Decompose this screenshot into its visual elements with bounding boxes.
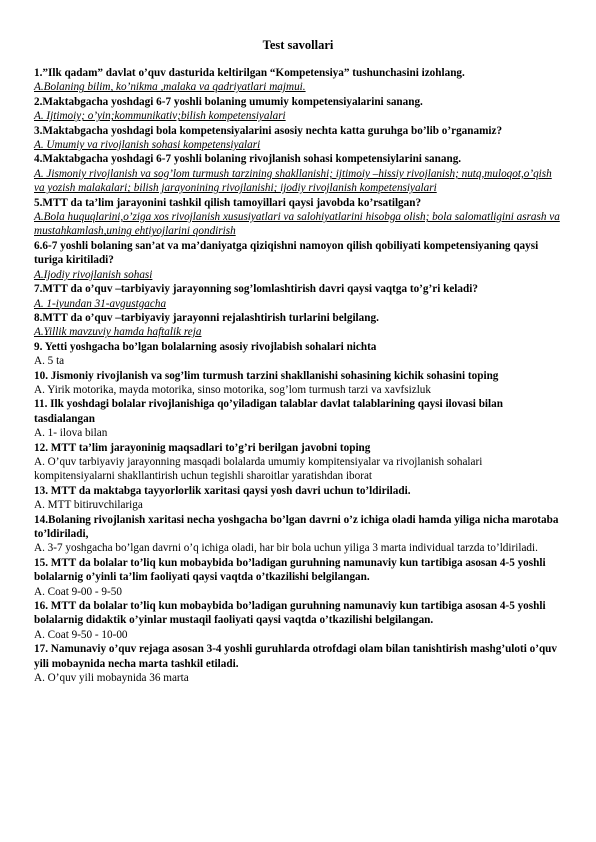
answer-12: A. O’quv tarbiyaviy jarayonning masqadi bolalarda umumiy kompitensiyalar va rivojlanish sohalari kompitensiyalarni shakllantirish uchun tegishli sharoitlar yaratishdan iborat [34, 455, 483, 483]
answer-16: A. Coat 9-50 - 10-00 [34, 628, 128, 641]
answer-7: A. 1-iyundan 31-avgustgacha [34, 297, 167, 310]
question-5: 5.MTT da ta’lim jarayonini tashkil qilish tamoyillari qaysi javobda ko’rsatilgan? [34, 196, 422, 209]
question-7: 7.MTT da o’quv –tarbiyaviy jarayonning sog’lomlashtirish davri qaysi vaqtga to’g’ri keladi? [34, 283, 478, 296]
question-list [34, 66, 562, 685]
answer-13: A. MTT bitiruvchilariga [34, 499, 143, 512]
answer-14: A. 3-7 yoshgacha bo’lgan davrni o’q ichiga oladi, har bir bola uchun yiliga 3 marta individual tarzda to’ldiriladi. [34, 542, 538, 555]
answer-1: A.Bolaning bilim, ko’nikma ,malaka va qadriyatlari majmui. [34, 81, 306, 94]
question-17: 17. Namunaviy o’quv rejaga asosan 3-4 yoshli guruhlarda otrofdagi olam bilan tanishtirish mashg’uloti o’quv yili mobaynida necha marta tashkil etiladi. [34, 643, 557, 670]
question-16: 16. MTT da bolalar to’liq kun mobaybida bo’ladigan guruhning namunaviy kun tartibiga asosan 4-5 yoshli bolalarnig didaktik o’yinlar mustaqil faoliyati qaysi vaqtda o’tkazilishi belgilangan. [34, 600, 546, 627]
answer-2: A. Ijtimoiy; o’yin;kommunikativ;bilish kompetensiyalari [34, 110, 286, 123]
question-15: 15. MTT da bolalar to’liq kun mobaybida bo’ladigan guruhning namunaviy kun tartibiga asosan 4-5 yoshli bolalarnig o’yinli ta’lim faoliyati qaysi vaqtda o’tkazilishi belgilangan. [34, 556, 546, 584]
answer-15: A. Coat 9-00 - 9-50 [34, 585, 122, 598]
page-title: Test savollari [262, 38, 334, 52]
question-3: 3.Maktabgacha yoshdagi bola kompetensiyalarini asosiy nechta katta guruhga bo’lib o’rganamiz? [34, 124, 503, 137]
question-14: 14.Bolaning rivojlanish xaritasi necha yoshgacha bo’lgan davrni o’z ichiga oladi hamda yiliga nicha marotaba to’ldiriladi, [34, 513, 559, 540]
question-11: 11. Ilk yoshdagi bolalar rivojlanishiga qo’yiladigan talablar davlat talablarining qaysi ilovasi bilan tasdialangan [34, 398, 503, 425]
answer-4: A. Jismoniy rivojlanish va sog’lom turmush tarzining shakllanishi; ijtimoiy –hissiy rivojlanish; nutq,muloqot,o’qish va yozish malakalari; bilish jarayonining rivojlanishi; ijodiy rivojlanish kompetensiyalari [34, 167, 552, 195]
answer-11: A. 1- ilova bilan [34, 427, 108, 440]
answer-5: A.Bola huquqlarini,o’ziga xos rivojlanish xususiyatlari va salohiyatlarini hisobga olish; bola salomatligini asrash va mustahkamlash,uning ehtiyojlarini qondirish [34, 211, 560, 238]
question-9: 9. Yetti yoshgacha bo’lgan bolalarning asosiy rivojlabish sohalari nichta [34, 340, 377, 353]
question-6: 6.6-7 yoshli bolaning san’at va ma’daniyatga qiziqishni namoyon qilish qobiliyati kompetensiyaning qaysi turiga kiritiladi? [34, 239, 539, 267]
answer-6: A.Ijodiy rivojlanish sohasi [34, 268, 153, 281]
question-2: 2.Maktabgacha yoshdagi 6-7 yoshli bolaning umumiy kompetensiyalarini sanang. [34, 95, 423, 108]
question-4: 4.Maktabgacha yoshdagi 6-7 yoshli bolaning rivojlanish sohasi kompetensiylarini sanang. [34, 153, 462, 166]
answer-10: A. Yirik motorika, mayda motorika, sinso motorika, sog’lom turmush tarzi va xavfsizluk [34, 383, 431, 396]
question-13: 13. MTT da maktabga tayyorlorlik xaritasi qaysi yosh davri uchun to’ldiriladi. [34, 484, 411, 497]
question-12: 12. MTT ta’lim jarayoninig maqsadlari to’g’ri berilgan javobni toping [34, 441, 371, 454]
answer-17: A. O’quv yili mobaynida 36 marta [34, 672, 189, 685]
answer-8: A.Yillik mavzuviy hamda haftalik reja [34, 326, 202, 339]
answer-3: A. Umumiy va rivojlanish sohasi kompetensiyalari [34, 139, 261, 152]
answer-9: A. 5 ta [34, 355, 65, 368]
question-10: 10. Jismoniy rivojlanish va sog’lim turmush tarzini shakllanishi sohasining kichik sohasini toping [34, 369, 499, 382]
question-1: 1.”Ilk qadam” davlat o’quv dasturida keltirilgan “Kompetensiya” tushunchasini izohlang. [34, 67, 465, 79]
question-8: 8.MTT da o’quv –tarbiyaviy jarayonni rejalashtirish turlarini belgilang. [34, 311, 379, 324]
